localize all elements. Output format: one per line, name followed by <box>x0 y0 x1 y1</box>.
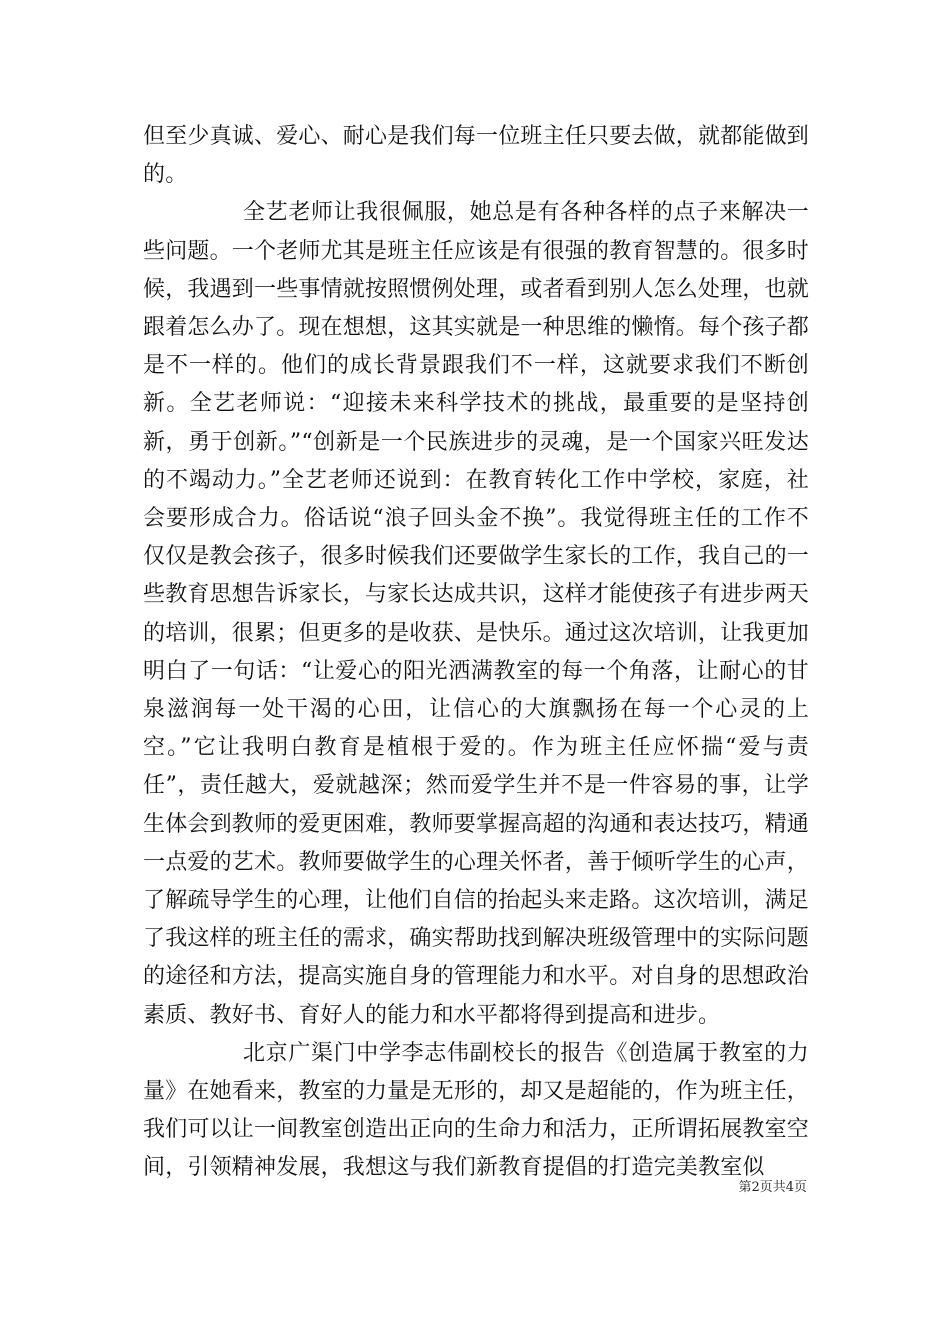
paragraph-1: 但至少真诚、爱心、耐心是我们每一位班主任只要去做，就都能做到的。 <box>143 124 810 188</box>
paragraph-3: 北京广渠门中学李志伟副校长的报告《创造属于教室的力量》在她看来，教室的力量是无形的，却又是超能的，作为班主任，我们可以让一间教室创造出正向的生命力和活力，正所谓拓展教室空间，引领精神发展，我想这与我们新教育提倡的打造完美教室似 <box>143 1040 810 1181</box>
body-text <box>143 118 809 1188</box>
paragraph-2: 全艺老师让我很佩服，她总是有各种各样的点子来解决一些问题。一个老师尤其是班主任应该是有很强的教育智慧的。很多时候，我遇到一些事情就按照惯例处理，或者看到别人怎么处理，也就跟着怎么办了。现在想想，这其实就是一种思维的懒惰。每个孩子都是不一样的。他们的成长背景跟我们不一样，这就要求我们不断创新。全艺老师说：“迎接未来科学技术的挑战，最重要的是坚持创新，勇于创新。”“创新是一个民族进步的灵魂，是一个国家兴旺发达的不竭动力。”全艺老师还说到：在教育转化工作中学校，家庭，社会要形成合力。俗话说“浪子回头金不换”。我觉得班主任的工作不仅仅是教会孩子，很多时候我们还要做学生家长的工作，我自己的一些教育思想告诉家长，与家长达成共识，这样才能使孩子有进步两天的培训，很累；但更多的是收获、是快乐。通过这次培训，让我更加明白了一句话：“让爱心的阳光洒满教室的每一个角落，让耐心的甘泉滋润每一处干渴的心田，让信心的大旗飘扬在每一个心灵的上空。”它让我明白教育是植根于爱的。作为班主任应怀揣“爱与责任”，责任越大，爱就越深；然而爱学生并不是一件容易的事，让学生体会到教师的爱更困难，教师要掌握高超的沟通和表达技巧，精通一点爱的艺术。教师要做学生的心理关怀者，善于倾听学生的心声，了解疏导学生的心理，让他们自信的抬起头来走路。这次培训，满足了我这样的班主任的需求，确实帮助找到解决班级管理中的实际问题的途径和方法，提高实施自身的管理能力和水平。对自身的思想政治素质、教好书、育好人的能力和水平都将得到提高和进步。 <box>143 200 810 1028</box>
page-number-footer: 第2页共4页 <box>738 1180 807 1195</box>
